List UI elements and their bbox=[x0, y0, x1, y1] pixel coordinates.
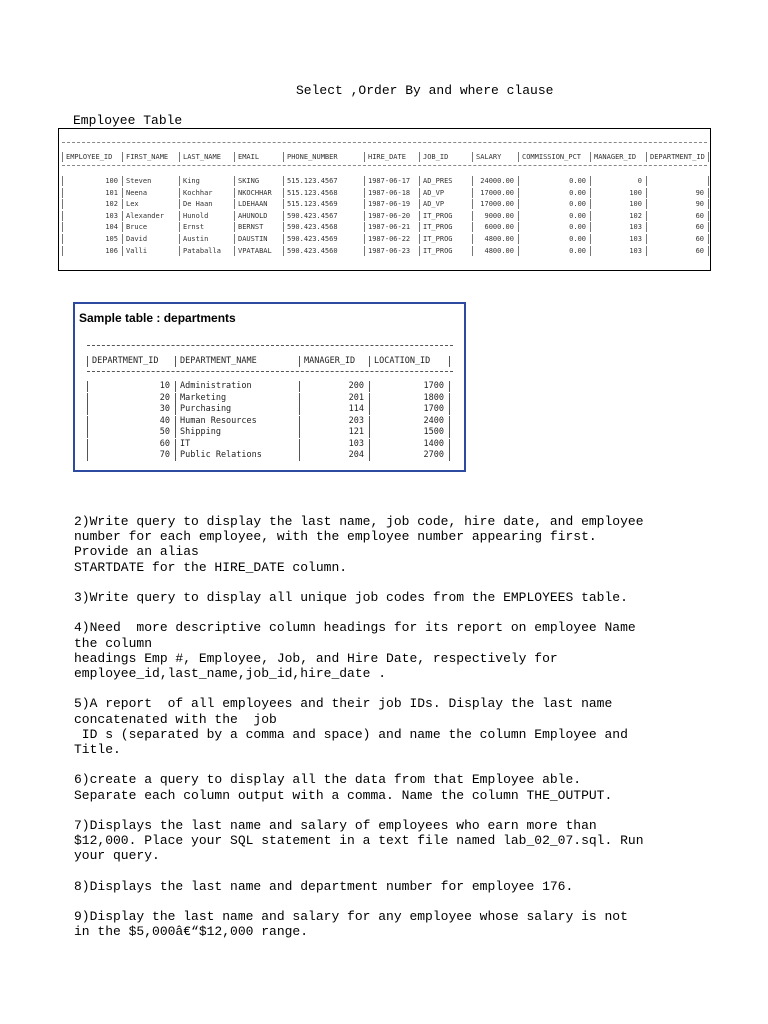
table-cell: 0.00 bbox=[569, 188, 586, 197]
table-cell: 30 bbox=[159, 404, 170, 414]
column-separator bbox=[234, 234, 236, 244]
column-separator bbox=[62, 234, 64, 244]
column-separator bbox=[87, 416, 89, 427]
table-cell: 6000.00 bbox=[484, 223, 514, 232]
column-separator bbox=[646, 188, 648, 198]
table-row bbox=[62, 211, 707, 221]
column-separator bbox=[646, 152, 648, 162]
table-cell: 0 bbox=[637, 177, 642, 185]
table-cell: 100 bbox=[629, 200, 642, 209]
column-separator bbox=[518, 211, 520, 221]
table-cell: LDEHAAN bbox=[238, 200, 268, 209]
column-separator bbox=[234, 222, 236, 232]
column-separator bbox=[62, 211, 64, 221]
column-header: DEPARTMENT_NAME bbox=[180, 356, 257, 366]
table-cell: Pataballa bbox=[183, 246, 221, 255]
column-separator bbox=[518, 234, 520, 244]
column-separator bbox=[364, 199, 366, 209]
table-cell: King bbox=[183, 177, 200, 185]
column-header: COMMISSION_PCT bbox=[522, 153, 582, 161]
column-separator bbox=[299, 416, 301, 427]
column-separator bbox=[179, 152, 181, 162]
question-item: 8)Displays the last name and department number for employee 176. bbox=[74, 878, 574, 894]
column-separator bbox=[175, 356, 177, 367]
column-separator bbox=[449, 439, 451, 450]
table-row bbox=[87, 404, 453, 415]
table-cell: 114 bbox=[348, 404, 364, 414]
table-cell: 102 bbox=[629, 211, 642, 220]
column-separator bbox=[364, 246, 366, 256]
column-separator bbox=[518, 188, 520, 198]
table-cell: 9000.00 bbox=[484, 211, 514, 220]
question-list bbox=[74, 514, 734, 955]
column-separator bbox=[299, 427, 301, 438]
column-separator bbox=[419, 211, 421, 221]
table-row bbox=[87, 393, 453, 404]
table-cell: NKOCHHAR bbox=[238, 188, 272, 197]
column-separator bbox=[62, 176, 64, 186]
table-cell: 1987-06-21 bbox=[368, 223, 411, 232]
column-separator bbox=[175, 439, 177, 450]
table-row bbox=[87, 439, 453, 450]
column-separator bbox=[122, 152, 124, 162]
table-cell: Shipping bbox=[180, 427, 221, 437]
column-separator bbox=[364, 234, 366, 244]
table-cell: 60 bbox=[159, 438, 170, 449]
table-cell: 103 bbox=[629, 235, 642, 243]
table-header-row bbox=[62, 152, 707, 162]
table-cell: 102 bbox=[105, 200, 118, 209]
table-cell: 90 bbox=[695, 200, 704, 209]
table-divider bbox=[62, 165, 707, 166]
page-heading: Select ,Order By and where clause bbox=[296, 83, 554, 98]
table-cell: VPATABAL bbox=[238, 246, 272, 255]
column-separator bbox=[449, 381, 451, 392]
employee-table-figure bbox=[58, 128, 711, 271]
table-cell: 106 bbox=[105, 246, 118, 255]
table-cell: David bbox=[126, 235, 148, 243]
column-separator bbox=[518, 246, 520, 256]
column-separator bbox=[175, 393, 177, 404]
column-separator bbox=[472, 188, 474, 198]
column-separator bbox=[369, 427, 371, 438]
table-cell: Human Resources bbox=[180, 415, 257, 426]
table-cell: IT_PROG bbox=[423, 235, 453, 243]
table-cell: Bruce bbox=[126, 223, 148, 232]
column-header: DEPARTMENT_ID bbox=[92, 356, 159, 366]
table-cell: 60 bbox=[695, 223, 704, 232]
column-separator bbox=[419, 234, 421, 244]
column-separator bbox=[122, 176, 124, 186]
table-row bbox=[87, 427, 453, 438]
table-cell: 70 bbox=[159, 450, 170, 460]
column-separator bbox=[283, 152, 285, 162]
column-separator bbox=[175, 450, 177, 461]
table-cell: 90 bbox=[695, 188, 704, 197]
table-divider bbox=[87, 345, 453, 346]
column-separator bbox=[708, 234, 710, 244]
column-separator bbox=[590, 199, 592, 209]
column-separator bbox=[472, 246, 474, 256]
column-separator bbox=[708, 199, 710, 209]
column-separator bbox=[472, 176, 474, 186]
column-separator bbox=[369, 450, 371, 461]
table-cell: 100 bbox=[105, 177, 118, 185]
table-cell: Hunold bbox=[183, 211, 209, 220]
table-cell: 60 bbox=[695, 211, 704, 220]
table-cell: 1400 bbox=[423, 438, 444, 449]
column-separator bbox=[87, 393, 89, 404]
table-cell: 204 bbox=[348, 450, 364, 460]
table-cell: 50 bbox=[159, 427, 170, 437]
table-cell: 2700 bbox=[423, 450, 444, 460]
column-separator bbox=[175, 381, 177, 392]
departments-table bbox=[87, 342, 453, 466]
table-cell: Public Relations bbox=[180, 450, 262, 460]
column-header: SALARY bbox=[476, 153, 502, 161]
table-cell: 24000.00 bbox=[480, 177, 514, 185]
column-separator bbox=[449, 427, 451, 438]
column-separator bbox=[369, 439, 371, 450]
column-separator bbox=[708, 152, 710, 162]
table-cell: 515.123.4568 bbox=[287, 188, 338, 197]
table-cell: 60 bbox=[695, 246, 704, 255]
table-cell: AD_VP bbox=[423, 200, 445, 209]
column-separator bbox=[62, 222, 64, 232]
column-separator bbox=[419, 246, 421, 256]
column-separator bbox=[449, 450, 451, 461]
column-separator bbox=[590, 176, 592, 186]
column-separator bbox=[234, 211, 236, 221]
table-row bbox=[62, 234, 707, 244]
column-separator bbox=[179, 246, 181, 256]
table-cell: IT_PROG bbox=[423, 223, 453, 232]
table-row bbox=[62, 188, 707, 198]
column-separator bbox=[708, 222, 710, 232]
table-cell: De Haan bbox=[183, 200, 213, 209]
column-separator bbox=[646, 211, 648, 221]
column-separator bbox=[449, 356, 451, 367]
table-cell: Alexander bbox=[126, 211, 164, 220]
table-cell: 1987-06-17 bbox=[368, 177, 411, 185]
column-separator bbox=[299, 404, 301, 415]
table-cell: 0.00 bbox=[569, 223, 586, 232]
question-item: 9)Display the last name and salary for any employee whose salary is not in the $5,000â€“$12,000 range. bbox=[74, 909, 628, 940]
table-cell: 1800 bbox=[423, 392, 444, 403]
table-cell: Lex bbox=[126, 200, 139, 209]
table-cell: 515.123.4569 bbox=[287, 200, 338, 209]
departments-table-figure bbox=[73, 302, 466, 472]
table-row bbox=[62, 246, 707, 256]
table-cell: 203 bbox=[348, 415, 364, 426]
table-cell: 60 bbox=[695, 235, 704, 243]
column-header: JOB_ID bbox=[423, 153, 449, 161]
column-separator bbox=[175, 427, 177, 438]
column-separator bbox=[419, 176, 421, 186]
column-separator bbox=[234, 152, 236, 162]
column-separator bbox=[179, 199, 181, 209]
column-separator bbox=[179, 234, 181, 244]
column-separator bbox=[708, 176, 710, 186]
table-cell: Valli bbox=[126, 246, 148, 255]
table-cell: 515.123.4567 bbox=[287, 177, 338, 185]
column-separator bbox=[175, 416, 177, 427]
column-separator bbox=[472, 152, 474, 162]
table-row bbox=[87, 416, 453, 427]
table-cell: 1700 bbox=[423, 381, 444, 391]
table-cell: Ernst bbox=[183, 223, 205, 232]
column-separator bbox=[646, 222, 648, 232]
column-separator bbox=[122, 234, 124, 244]
table-cell: Austin bbox=[183, 235, 209, 243]
departments-title: Sample table : departments bbox=[79, 311, 236, 325]
column-separator bbox=[364, 222, 366, 232]
column-separator bbox=[369, 393, 371, 404]
table-cell: 17000.00 bbox=[480, 188, 514, 197]
column-separator bbox=[518, 152, 520, 162]
table-cell: 103 bbox=[105, 211, 118, 220]
column-separator bbox=[299, 393, 301, 404]
column-separator bbox=[364, 176, 366, 186]
column-header: MANAGER_ID bbox=[304, 356, 356, 366]
table-cell: 10 bbox=[159, 381, 170, 391]
table-row bbox=[87, 381, 453, 392]
table-cell: BERNST bbox=[238, 223, 264, 232]
table-cell: Steven bbox=[126, 177, 152, 185]
column-separator bbox=[283, 234, 285, 244]
employee-table bbox=[62, 132, 707, 267]
table-cell: 0.00 bbox=[569, 200, 586, 209]
table-cell: 40 bbox=[159, 415, 170, 426]
table-cell: DAUSTIN bbox=[238, 235, 268, 243]
column-separator bbox=[708, 246, 710, 256]
table-cell: 100 bbox=[629, 188, 642, 197]
column-separator bbox=[87, 356, 89, 367]
column-separator bbox=[234, 199, 236, 209]
column-separator bbox=[646, 246, 648, 256]
question-item: 5)A report of all employees and their job IDs. Display the last name concatenated with the job ID s (separated by a comma and space) and name the column Employee and Title. bbox=[74, 696, 628, 757]
table-cell: 17000.00 bbox=[480, 200, 514, 209]
table-cell: AHUNOLD bbox=[238, 211, 268, 220]
table-divider bbox=[62, 142, 707, 143]
table-cell: Neena bbox=[126, 188, 148, 197]
table-cell: Kochhar bbox=[183, 188, 213, 197]
column-separator bbox=[87, 439, 89, 450]
column-separator bbox=[179, 211, 181, 221]
column-separator bbox=[449, 416, 451, 427]
column-separator bbox=[472, 234, 474, 244]
column-separator bbox=[122, 188, 124, 198]
table-cell: 4800.00 bbox=[484, 246, 514, 255]
column-separator bbox=[87, 381, 89, 392]
employee-table-label: Employee Table bbox=[73, 113, 183, 128]
column-separator bbox=[590, 234, 592, 244]
table-cell: 0.00 bbox=[569, 211, 586, 220]
table-cell: AD_VP bbox=[423, 188, 445, 197]
column-separator bbox=[62, 199, 64, 209]
column-separator bbox=[646, 234, 648, 244]
column-separator bbox=[87, 404, 89, 415]
table-cell: 590.423.4567 bbox=[287, 211, 338, 220]
question-item: 4)Need more descriptive column headings for its report on employee Name the column headings Emp #, Employee, Job, and Hire Date, respectively for employee_id,last_name,job_id,hire_date . bbox=[74, 620, 636, 681]
table-cell: 1987-06-18 bbox=[368, 188, 411, 197]
column-separator bbox=[518, 199, 520, 209]
column-separator bbox=[518, 176, 520, 186]
column-separator bbox=[179, 222, 181, 232]
table-cell: 0.00 bbox=[569, 235, 586, 243]
column-separator bbox=[283, 222, 285, 232]
column-separator bbox=[299, 356, 301, 367]
column-separator bbox=[283, 211, 285, 221]
column-separator bbox=[179, 176, 181, 186]
column-separator bbox=[364, 152, 366, 162]
column-separator bbox=[283, 199, 285, 209]
table-cell: 1987-06-19 bbox=[368, 200, 411, 209]
column-separator bbox=[369, 356, 371, 367]
column-separator bbox=[646, 176, 648, 186]
column-separator bbox=[518, 222, 520, 232]
table-cell: 103 bbox=[629, 246, 642, 255]
table-cell: 0.00 bbox=[569, 246, 586, 255]
column-separator bbox=[87, 450, 89, 461]
table-cell: 105 bbox=[105, 235, 118, 243]
column-separator bbox=[449, 404, 451, 415]
table-cell: 590.423.4568 bbox=[287, 223, 338, 232]
column-header: HIRE_DATE bbox=[368, 153, 406, 161]
column-separator bbox=[283, 246, 285, 256]
table-cell: IT bbox=[180, 438, 191, 449]
column-separator bbox=[179, 188, 181, 198]
column-separator bbox=[590, 246, 592, 256]
column-separator bbox=[419, 199, 421, 209]
table-cell: 103 bbox=[629, 223, 642, 232]
table-cell: 1987-06-23 bbox=[368, 246, 411, 255]
table-cell: 1700 bbox=[423, 404, 444, 414]
column-separator bbox=[646, 199, 648, 209]
column-separator bbox=[472, 222, 474, 232]
table-row bbox=[62, 176, 707, 186]
table-cell: 200 bbox=[348, 381, 364, 391]
table-cell: 1987-06-20 bbox=[368, 211, 411, 220]
column-separator bbox=[369, 381, 371, 392]
column-separator bbox=[419, 152, 421, 162]
column-separator bbox=[449, 393, 451, 404]
column-separator bbox=[419, 222, 421, 232]
column-separator bbox=[369, 416, 371, 427]
table-cell: Administration bbox=[180, 381, 252, 391]
table-cell: 2400 bbox=[423, 415, 444, 426]
column-header: EMPLOYEE_ID bbox=[66, 153, 113, 161]
column-separator bbox=[590, 188, 592, 198]
table-header-row bbox=[87, 356, 453, 367]
column-header: PHONE_NUMBER bbox=[287, 153, 338, 161]
column-separator bbox=[364, 211, 366, 221]
column-separator bbox=[234, 176, 236, 186]
table-cell: SKING bbox=[238, 177, 260, 185]
column-separator bbox=[299, 381, 301, 392]
column-separator bbox=[419, 188, 421, 198]
table-cell: Purchasing bbox=[180, 404, 232, 414]
column-separator bbox=[364, 188, 366, 198]
table-row bbox=[62, 199, 707, 209]
column-separator bbox=[590, 222, 592, 232]
column-separator bbox=[590, 211, 592, 221]
column-separator bbox=[87, 427, 89, 438]
question-item: 7)Displays the last name and salary of employees who earn more than $12,000. Place your SQL statement in a text file named lab_02_07.sql. Run your query. bbox=[74, 817, 644, 864]
question-item: 3)Write query to display all unique job codes from the EMPLOYEES table. bbox=[74, 590, 628, 605]
question-item: 6)create a query to display all the data from that Employee able. Separate each column output with a comma. Name the column THE_OUTPUT. bbox=[74, 772, 613, 803]
table-cell: Marketing bbox=[180, 392, 227, 403]
column-separator bbox=[122, 222, 124, 232]
table-cell: IT_PROG bbox=[423, 246, 453, 255]
column-separator bbox=[62, 188, 64, 198]
table-cell: 121 bbox=[348, 427, 364, 437]
table-cell: IT_PROG bbox=[423, 211, 453, 220]
table-cell: AD_PRES bbox=[423, 177, 453, 185]
table-cell: 590.423.4569 bbox=[287, 235, 338, 243]
table-cell: 20 bbox=[159, 392, 170, 403]
column-separator bbox=[62, 152, 64, 162]
column-separator bbox=[708, 211, 710, 221]
table-cell: 1987-06-22 bbox=[368, 235, 411, 243]
question-item: 2)Write query to display the last name, job code, hire date, and employee number for each employee, with the employee number appearing first. Provide an alias STARTDATE for the HIRE_DATE column. bbox=[74, 514, 644, 575]
table-cell: 1500 bbox=[423, 427, 444, 437]
column-separator bbox=[472, 211, 474, 221]
table-divider bbox=[87, 371, 453, 372]
column-header: MANAGER_ID bbox=[594, 153, 637, 161]
table-cell: 104 bbox=[105, 223, 118, 232]
table-cell: 0.00 bbox=[569, 177, 586, 185]
column-separator bbox=[62, 246, 64, 256]
column-separator bbox=[369, 404, 371, 415]
column-separator bbox=[122, 211, 124, 221]
column-separator bbox=[234, 188, 236, 198]
table-cell: 4800.00 bbox=[484, 235, 514, 243]
column-separator bbox=[590, 152, 592, 162]
table-row bbox=[87, 450, 453, 461]
table-row bbox=[62, 222, 707, 232]
column-separator bbox=[283, 176, 285, 186]
table-cell: 201 bbox=[348, 392, 364, 403]
column-separator bbox=[472, 199, 474, 209]
column-separator bbox=[122, 199, 124, 209]
column-separator bbox=[175, 404, 177, 415]
column-separator bbox=[708, 188, 710, 198]
column-header: FIRST_NAME bbox=[126, 153, 169, 161]
column-header: LOCATION_ID bbox=[374, 356, 431, 366]
table-cell: 103 bbox=[348, 438, 364, 449]
column-header: DEPARTMENT_ID bbox=[650, 153, 705, 161]
column-separator bbox=[122, 246, 124, 256]
column-separator bbox=[283, 188, 285, 198]
column-separator bbox=[299, 439, 301, 450]
table-cell: 101 bbox=[105, 188, 118, 197]
column-header: EMAIL bbox=[238, 153, 260, 161]
column-header: LAST_NAME bbox=[183, 153, 221, 161]
column-separator bbox=[234, 246, 236, 256]
column-separator bbox=[299, 450, 301, 461]
table-cell: 590.423.4560 bbox=[287, 246, 338, 255]
